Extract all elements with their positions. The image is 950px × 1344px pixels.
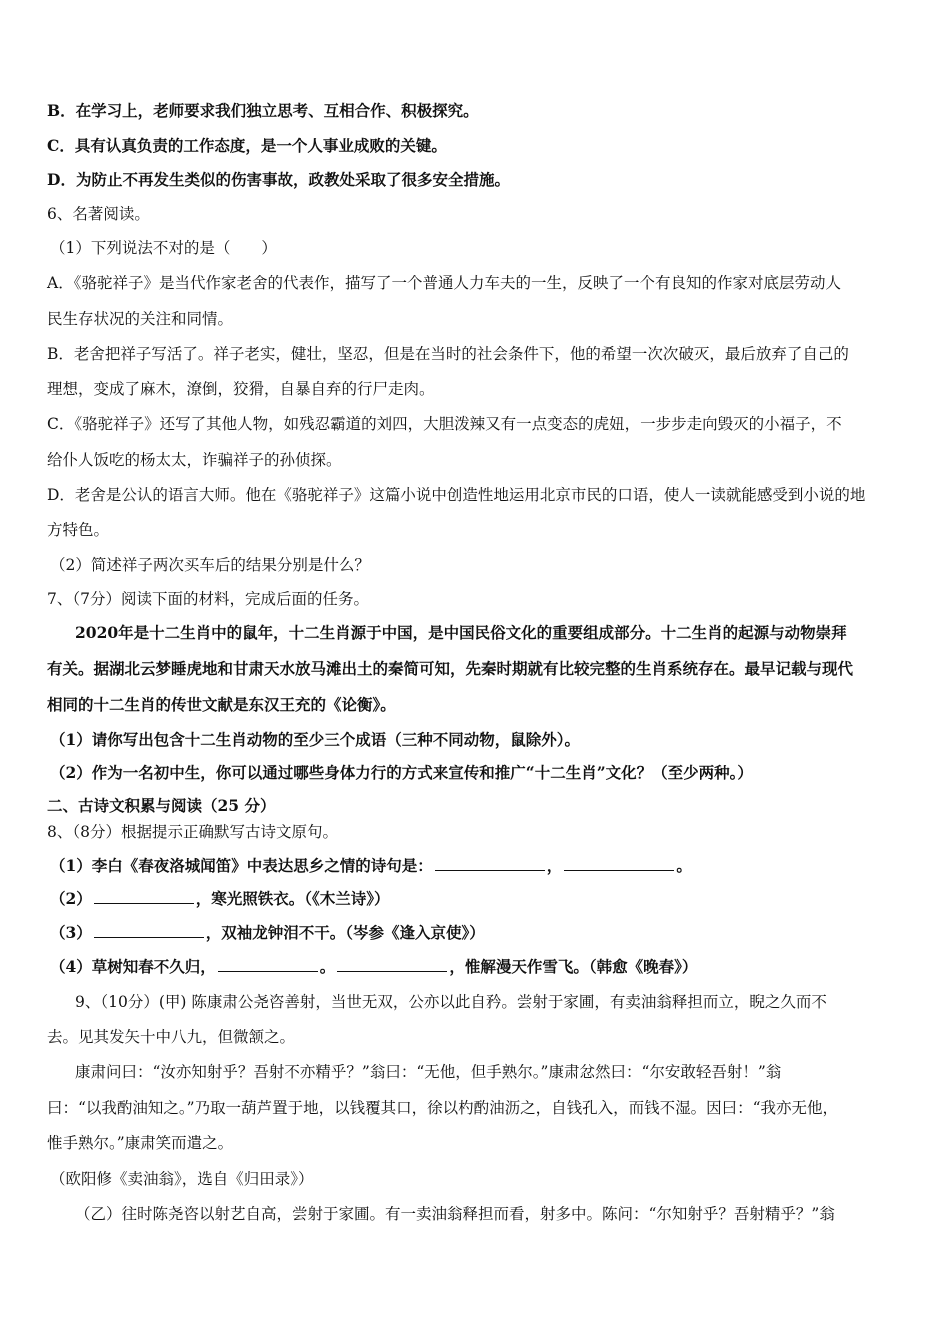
- q6-option-b-line1: B．老舍把祥子写活了。祥子老实，健壮，坚忍，但是在当时的社会条件下，他的希望一次次破灭，最后放弃了自己的: [47, 345, 849, 363]
- q7-material-line1: 2020年是十二生肖中的鼠年，十二生肖源于中国，是中国民俗文化的重要组成部分。十二生肖的起源与动物崇拜: [75, 623, 847, 642]
- q7-title: 7、（7分）阅读下面的材料，完成后面的任务。: [47, 590, 369, 608]
- q9-jia-line2: 去。见其发矢十中八九，但微颔之。: [47, 1028, 296, 1046]
- q9-jia-line3: 康肃问曰：“汝亦知射乎？吾射不亦精乎？”翁曰：“无他，但手熟尔。”康肃忿然曰：“尔安敢轻吾射！”翁: [75, 1063, 782, 1081]
- q6-part2: （2）简述祥子两次买车后的结果分别是什么？: [50, 556, 370, 574]
- q9-jia-line1: 9、（10分）(甲) 陈康肃公尧咨善射，当世无双，公亦以此自矜。尝射于家圃，有卖油翁释担而立，睨之久而不: [75, 993, 827, 1011]
- q9-jia-line4: 曰：“以我酌油知之。”乃取一葫芦置于地，以钱覆其口，徐以杓酌油沥之，自钱孔入，而钱不湿。因曰：“我亦无他，: [47, 1099, 839, 1117]
- q6-part1-stem: （1）下列说法不对的是（ ）: [50, 239, 277, 257]
- q6-option-c-line1: C．《骆驼祥子》还写了其他人物，如残忍霸道的刘四，大胆泼辣又有一点变态的虎妞，一步步走向毁灭的小福子，不: [47, 415, 842, 433]
- q6-option-a-line2: 民生存状况的关注和同情。: [47, 310, 234, 328]
- q6-option-a-line1: A．《骆驼祥子》是当代作家老舍的代表作，描写了一个普通人力车夫的一生，反映了一个有良知的作家对底层劳动人: [47, 274, 841, 292]
- q7-material-line2: 有关。据湖北云梦睡虎地和甘肃天水放马滩出土的秦简可知，先秦时期就有比较完整的生肖系统存在。最早记载与现代: [47, 659, 854, 678]
- answer-blank[interactable]: [337, 957, 447, 972]
- q8-title: 8、（8分）根据提示正确默写古诗文原句。: [47, 823, 338, 841]
- q9-jia-line5: 惟手熟尔。”康肃笑而遣之。: [47, 1134, 234, 1152]
- q9-yi-line1: （乙）往时陈尧咨以射艺自高，尝射于家圃。有一卖油翁释担而看，射多中。陈问：“尔知射乎？吾射精乎？”翁: [75, 1205, 835, 1223]
- q6-option-c-line2: 给仆人饭吃的杨太太，诈骗祥子的孙侦探。: [47, 451, 342, 469]
- answer-blank[interactable]: [218, 957, 318, 972]
- q9-source: （欧阳修《卖油翁》，选自《归田录》）: [50, 1170, 314, 1188]
- q6-option-d-line1: D．老舍是公认的语言大师。他在《骆驼祥子》这篇小说中创造性地运用北京市民的口语，使人一读就能感受到小说的地: [47, 486, 866, 504]
- section2-heading: 二、古诗文积累与阅读（25 分）: [47, 796, 276, 815]
- q7-task2: （2）作为一名初中生，你可以通过哪些身体力行的方式来宣传和推广“十二生肖”文化？（至少两种。）: [50, 763, 753, 782]
- answer-blank[interactable]: [94, 923, 204, 938]
- q6-option-b-line2: 理想，变成了麻木，潦倒，狡猾，自暴自弃的行尸走肉。: [47, 380, 435, 398]
- q8-item1: （1）李白《春夜洛城闻笛》中表达思乡之情的诗句是： ， 。: [50, 856, 692, 875]
- q5-option-b: B．在学习上，老师要求我们独立思考、互相合作、积极探究。: [47, 101, 479, 120]
- answer-blank[interactable]: [94, 889, 194, 904]
- q8-item2: （2） ，寒光照铁衣。（《木兰诗》）: [50, 889, 390, 908]
- q8-item3: （3） ，双袖龙钟泪不干。（岑参《逢入京使》）: [50, 923, 485, 942]
- q7-task1: （1）请你写出包含十二生肖动物的至少三个成语（三种不同动物，鼠除外）。: [50, 730, 581, 749]
- q8-item4: （4）草树知春不久归， 。 ，惟解漫天作雪飞。（韩愈《晚春》）: [50, 957, 698, 976]
- answer-blank[interactable]: [435, 856, 545, 871]
- q6-option-d-line2: 方特色。: [47, 521, 110, 539]
- q7-material-line3: 相同的十二生肖的传世文献是东汉王充的《论衡》。: [47, 695, 396, 714]
- answer-blank[interactable]: [564, 856, 674, 871]
- q5-option-c: C．具有认真负责的工作态度，是一个人事业成败的关键。: [47, 136, 447, 155]
- q6-title: 6、名著阅读。: [47, 205, 150, 223]
- q5-option-d: D．为防止不再发生类似的伤害事故，政教处采取了很多安全措施。: [47, 170, 510, 189]
